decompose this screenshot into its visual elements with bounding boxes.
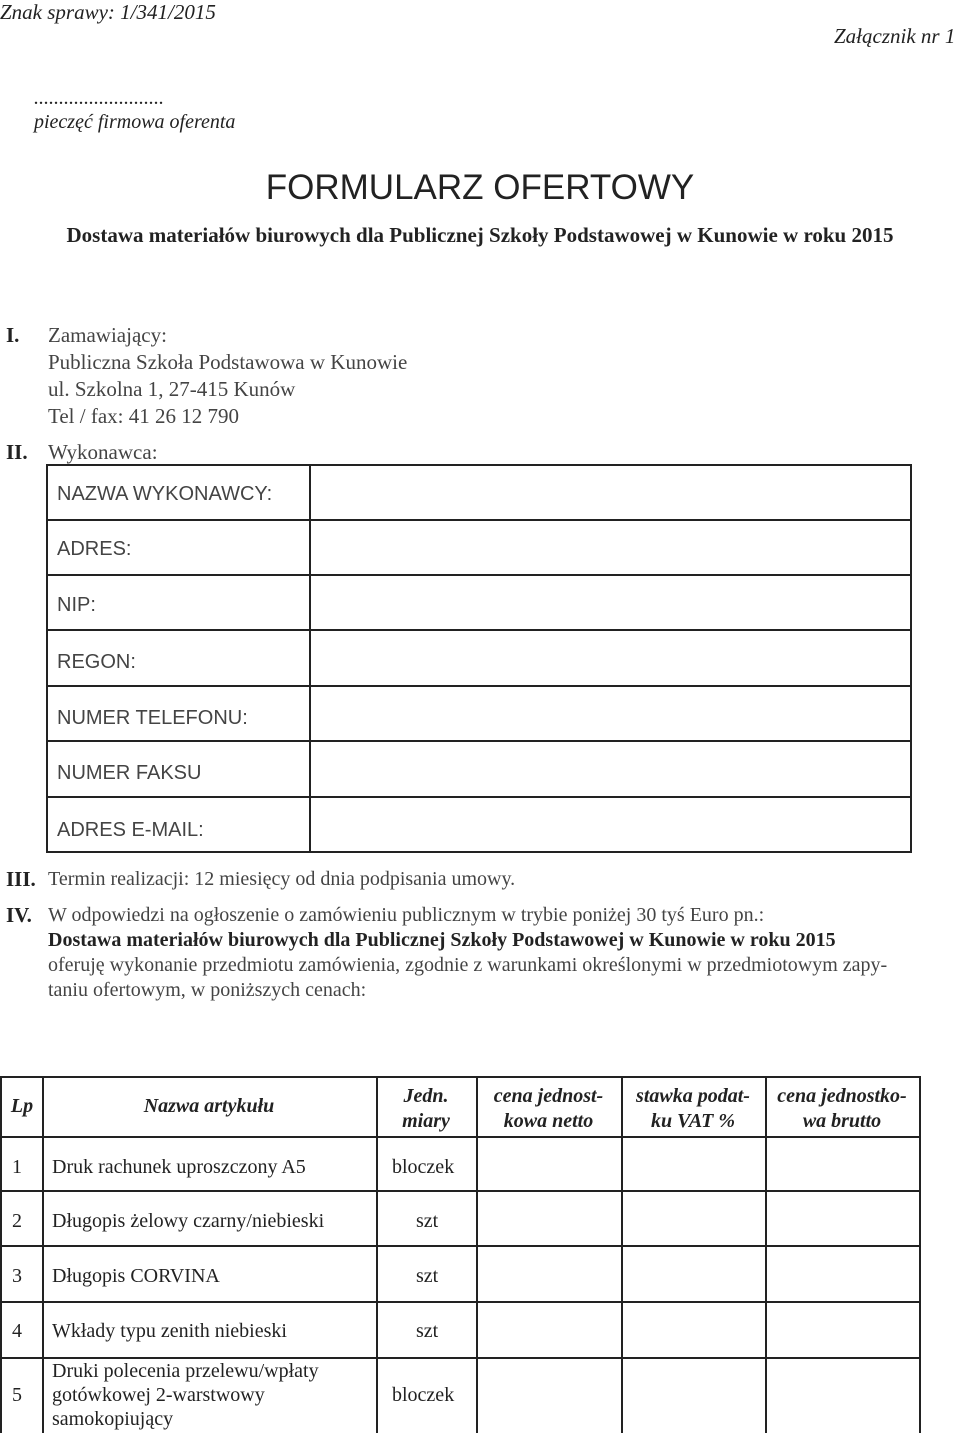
row-lp: 3 (12, 1265, 22, 1287)
contractor-regon-field[interactable] (312, 631, 908, 683)
row-name: Druki polecenia przelewu/wpłaty (52, 1360, 319, 1382)
contractor-row (48, 519, 910, 575)
contractor-heading: Wykonawca: (48, 440, 158, 464)
contractor-name-label: NAZWA WYKONAWCY: (57, 483, 273, 505)
contractor-fax-field[interactable] (312, 742, 908, 794)
table-row-divider (2, 1301, 921, 1303)
header-lp: Lp (10, 1095, 34, 1117)
offer-text-line: oferuję wykonanie przedmiotu zamówienia, zgodnie z warunkami określonymi w przedmiotowym zapy- (48, 954, 888, 976)
contractor-address-label: ADRES: (57, 538, 132, 560)
table-col-divider (919, 1078, 921, 1433)
row-name: Wkłady typu zenith niebieski (52, 1320, 287, 1342)
row-name: Druk rachunek uproszczony A5 (52, 1156, 306, 1178)
contractor-row (48, 685, 910, 741)
offer-intro: W odpowiedzi na ogłoszenie o zamówieniu publicznym w trybie poniżej 30 tyś Euro pn.: (48, 904, 765, 926)
contractor-row (48, 574, 910, 630)
row-name: Długopis żelowy czarny/niebieski (52, 1210, 325, 1232)
table-row-divider (2, 1245, 921, 1247)
row-lp: 4 (12, 1320, 22, 1342)
offer-subject: Dostawa materiałów biurowych dla Publicznej Szkoły Podstawowej w Kunowie w roku 2015 (48, 929, 836, 951)
row-lp: 5 (12, 1384, 22, 1406)
row-unit: bloczek (392, 1384, 455, 1406)
stamp-label: pieczęć firmowa oferenta (34, 111, 236, 133)
contractor-email-label: ADRES E-MAIL: (57, 819, 204, 841)
header-gross-line: cena jednostko- (777, 1085, 907, 1107)
header-gross-price (765, 1084, 919, 1134)
contractor-name-field[interactable] (312, 466, 908, 519)
header-gross-line: wa brutto (802, 1110, 882, 1132)
header-unit-line: Jedn. (403, 1085, 449, 1107)
header-vat-line: stawka podat- (636, 1085, 750, 1107)
row-unit: szt (416, 1265, 439, 1287)
table-row-divider (2, 1136, 921, 1138)
header-vat-line: ku VAT % (650, 1110, 736, 1132)
contractor-row (48, 629, 910, 685)
page-title: FORMULARZ OFERTOWY (265, 168, 695, 207)
contractor-nip-field[interactable] (312, 576, 908, 628)
header-net-line: cena jednost- (493, 1085, 604, 1107)
row-name: samokopiujący (52, 1408, 174, 1430)
contractor-row (48, 796, 910, 853)
contractor-row (48, 466, 910, 519)
orderer-name: Publiczna Szkoła Podstawowa w Kunowie (48, 350, 408, 374)
contractor-row (48, 740, 910, 796)
row-lp: 2 (12, 1210, 22, 1232)
contractor-address-field[interactable] (312, 521, 908, 573)
page-subtitle: Dostawa materiałów biurowych dla Publicznej Szkoły Podstawowej w Kunowie w roku 2015 (66, 223, 894, 247)
contractor-phone-label: NUMER TELEFONU: (57, 707, 248, 729)
row-unit: bloczek (392, 1156, 455, 1178)
header-name: Nazwa artykułu (143, 1095, 275, 1117)
section-3-number: III. (6, 867, 36, 891)
table-col-divider (42, 1078, 44, 1433)
row-name: gotówkowej 2-warstwowy (52, 1384, 265, 1406)
contractor-regon-label: REGON: (57, 651, 136, 673)
contractor-table (46, 464, 912, 853)
header-net-line: kowa netto (503, 1110, 594, 1132)
header-unit-line: miary (402, 1110, 450, 1132)
orderer-address: ul. Szkolna 1, 27-415 Kunów (48, 377, 296, 401)
stamp-dots: .......................... (34, 87, 164, 109)
row-name: Długopis CORVINA (52, 1265, 220, 1287)
header-unit (376, 1084, 476, 1134)
section-1-number: I. (6, 323, 20, 347)
deadline-text: Termin realizacji: 12 miesięcy od dnia podpisania umowy. (48, 868, 516, 890)
row-unit: szt (416, 1210, 439, 1232)
table-row-divider (2, 1190, 921, 1192)
header-net-price (476, 1084, 621, 1134)
contractor-phone-field[interactable] (312, 687, 908, 739)
attachment-label: Załącznik nr 1 (834, 24, 956, 48)
items-table (0, 1076, 921, 1433)
row-lp: 1 (12, 1156, 22, 1178)
orderer-heading: Zamawiający: (48, 323, 167, 347)
offer-text-line: taniu ofertowym, w poniższych cenach: (48, 979, 367, 1001)
header-vat-rate (621, 1084, 765, 1134)
contractor-email-field[interactable] (312, 798, 908, 851)
section-4-number: IV. (6, 903, 32, 927)
row-unit: szt (416, 1320, 439, 1342)
contractor-nip-label: NIP: (57, 594, 96, 616)
contractor-fax-label: NUMER FAKSU (57, 762, 202, 784)
section-2-number: II. (6, 440, 28, 464)
case-number: Znak sprawy: 1/341/2015 (0, 0, 216, 24)
orderer-phone: Tel / fax: 41 26 12 790 (48, 404, 239, 428)
